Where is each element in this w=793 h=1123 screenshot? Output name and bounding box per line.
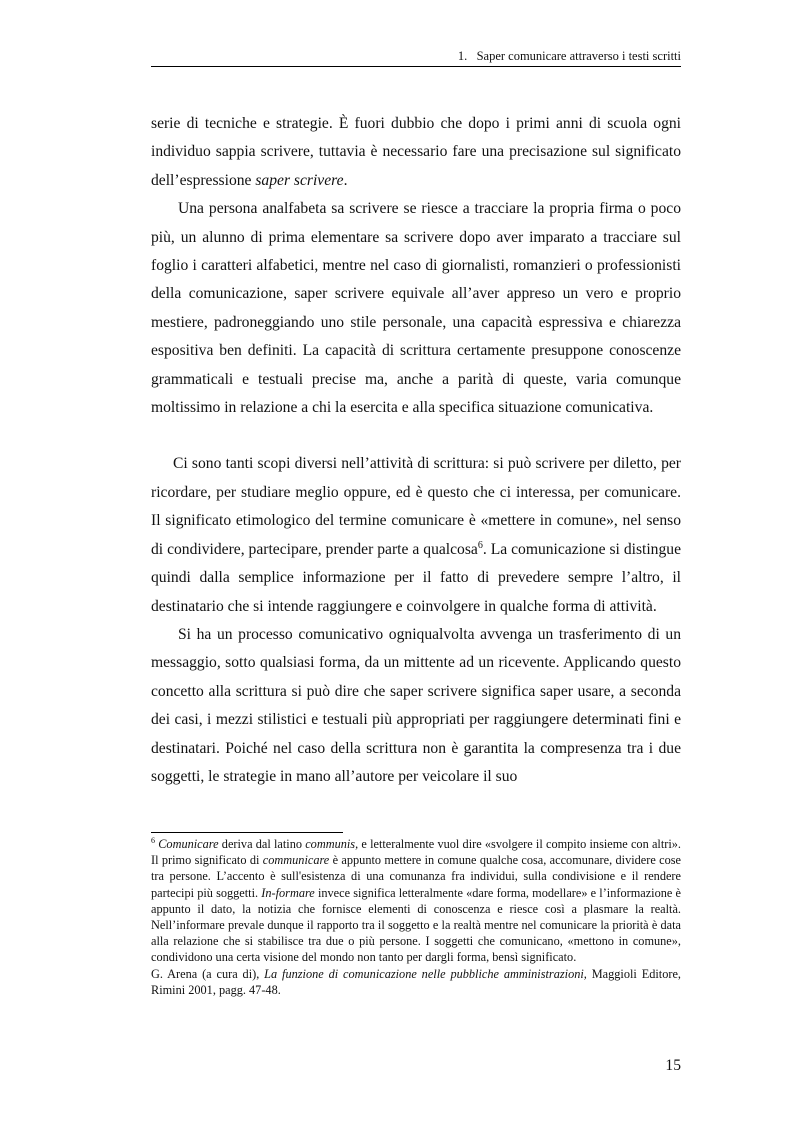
footnote-rule	[151, 832, 343, 833]
paragraph-gap	[151, 422, 681, 450]
footnote-citation: G. Arena (a cura di), La funzione di comunicazione nelle pubbliche amministrazioni, Maggioli Editore, Rimini 2001, pagg. 47-48.	[151, 966, 681, 997]
footnote-number: 6	[151, 835, 155, 845]
footnote-reference: 6	[477, 539, 483, 551]
paragraph-2: Una persona analfabeta sa scrivere se riesce a tracciare la propria firma o poco più, un alunno di prima elementare sa scrivere dopo aver imparato a tracciare sul foglio i caratteri alfabetici, mentre nel caso di giornalisti, romanzieri o professionisti della comunicazione, saper scrivere equivale all’aver appreso un vero e proprio mestiere, padroneggiando uno stile personale, una capacità espressiva e chiarezza espositiva ben definiti. La capacità di scrittura certamente presuppone conoscenze grammaticali e testuali precise ma, anche a parità di queste, varia comunque moltissimo in relazione a chi la esercita e alla specifica situazione comunicativa.	[151, 200, 681, 417]
running-header	[151, 49, 681, 63]
chapter-number: 1.	[457, 49, 468, 63]
header-rule	[151, 66, 681, 67]
page-number: 15	[665, 1057, 681, 1074]
paragraph-4: Si ha un processo comunicativo ogniqualvolta avvenga un trasferimento di un messaggio, sotto qualsiasi forma, da un mittente ad un ricevente. Applicando questo concetto alla scrittura si può dire che saper scrivere significa saper usare, a seconda dei casi, i mezzi stilistici e testuali più appropriati per raggiungere determinati fini e destinatari. Poiché nel caso della scrittura non è garantita la compresenza tra i due soggetti, le strategie in mano all’autore per veicolare il suo	[151, 625, 681, 785]
chapter-title: Saper comunicare attraverso i testi scritti	[476, 49, 681, 63]
footnote	[151, 836, 681, 998]
body-text	[151, 110, 681, 791]
paragraph-3: Ci sono tanti scopi diversi nell’attività di scrittura: si può scrivere per diletto, per ricordare, per studiare meglio oppure, ed è questo che ci interessa, per comunicare. Il significato etimologico del termine comunicare è «mettere in comune», nel senso di condividere, partecipare, prender parte a qualcosa$^6$. La comunicazione si distingue quindi dalla semplice informazione per il fatto di prevedere sempre l’altro, il destinatario che si intende raggiungere e coinvolgere in qualche forma di attività.	[151, 455, 681, 615]
footnote-text: $^6$ Comunicare deriva dal latino communis, e letteralmente vuol dire «svolgere il compito insieme con altri». Il primo significato di communicare è appunto mettere in comune qualche cosa, accomunare, dividere cose tra persone. L’accento è sull'esistenza di una comunanza fra individui, sulla condivisione e il rendere partecipi più soggetti. In-formare invece significa letteralmente «dare forma, modellare» e l’informazione è appunto il dato, la notizia che fornisce elementi di conoscenza e riesce così a plasmare la realtà. Nell’informare prevale dunque il rapporto tra il soggetto e la realtà mentre nel comunicare la priorità è data alla relazione che si stabilisce tra due o più persone. I soggetti che comunicano, «mettono in comune», condividono una certa visione del mondo non tanto per dargli forma, bensì significato.	[151, 835, 681, 965]
emphasis-saper-scrivere: saper scrivere	[255, 171, 344, 189]
paragraph-1: serie di tecniche e strategie. È fuori dubbio che dopo i primi anni di scuola ogni individuo sappia scrivere, tuttavia è necessario fare una precisazione sul significato dell’espressione saper scrivere.	[151, 115, 681, 189]
citation-title: La funzione di comunicazione nelle pubbliche amministrazioni,	[264, 966, 587, 981]
